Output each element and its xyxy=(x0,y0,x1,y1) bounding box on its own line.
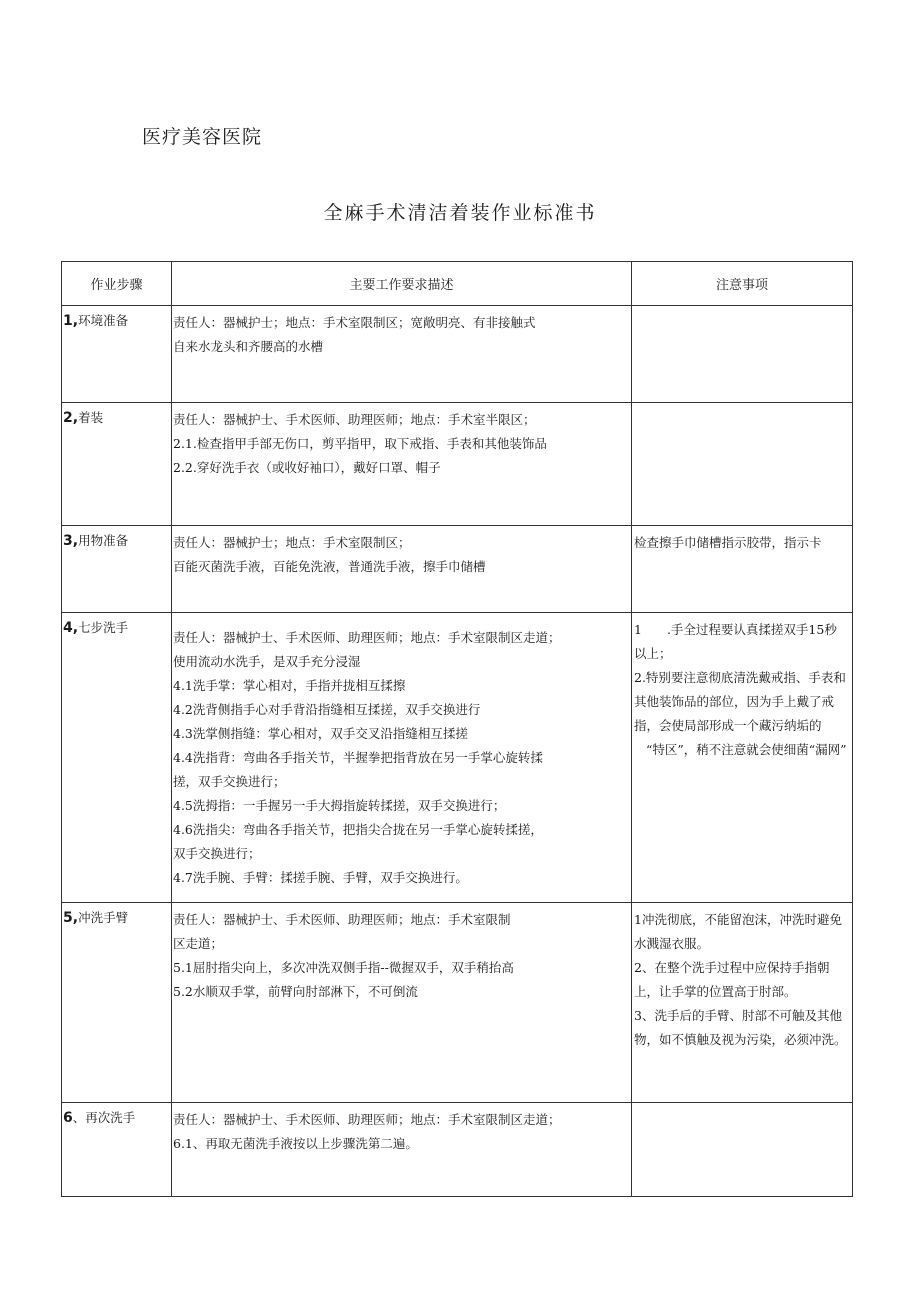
hospital-name: 医疗美容医院 xyxy=(142,126,263,148)
description-cell xyxy=(172,306,632,403)
notes-cell xyxy=(632,403,853,526)
table-row xyxy=(62,403,853,526)
step-number: 2, xyxy=(63,410,79,426)
note-line: 2、在整个洗手过程中应保持手指朝上，让手掌的位置高于肘部。 xyxy=(634,960,830,999)
document-title: 全麻手术清洁着装作业标准书 xyxy=(323,202,597,224)
step-cell xyxy=(62,613,172,903)
table-row xyxy=(62,1103,853,1197)
note-line: “特区”，稍不注意就会使细菌“漏网” xyxy=(646,742,847,757)
description-line: 责任人：器械护士、手术医师、助理医师；地点：手术室限制区走道； xyxy=(173,630,561,645)
description-line: 使用流动水洗手，是双手充分浸湿 xyxy=(173,654,361,669)
step-number: 4, xyxy=(63,620,79,636)
description-line: 5.2水顺双手掌，前臂向肘部淋下，不可倒流 xyxy=(173,984,418,999)
notes-cell xyxy=(632,526,853,613)
note-line: 1冲洗彻底，不能留泡沫，冲洗时避免水溅湿衣服。 xyxy=(634,912,842,951)
notes-cell xyxy=(632,613,853,903)
note-line: 3、洗手后的手臂、肘部不可触及其他物，如不慎触及视为污染，必须冲洗。 xyxy=(634,1008,847,1047)
column-header-notes: 注意事项 xyxy=(632,262,853,306)
description-line: 责任人：器械护士；地点：手术室限制区； xyxy=(173,535,411,550)
note-line: 2.特别要注意彻底清洗戴戒指、手表和其他装饰品的部位，因为手上戴了戒指，会使局部形成一个藏污纳垢的 xyxy=(634,670,846,733)
description-line: 责任人：器械护士；地点：手术室限制区；宽敞明亮、有非接触式 xyxy=(173,315,536,330)
step-number: 1, xyxy=(63,313,79,329)
step-name: 环境准备 xyxy=(78,313,129,328)
step-cell xyxy=(62,1103,172,1197)
description-line: 区走道； xyxy=(173,936,224,951)
description-line: 4.6洗指尖：弯曲各手指关节，把指尖合拢在另一手掌心旋转揉搓， xyxy=(173,822,543,837)
description-line: 4.1洗手掌：掌心相对，手指并拢相互揉擦 xyxy=(173,678,406,693)
description-line: 4.7洗手腕、手臂：揉搓手腕、手臂，双手交换进行。 xyxy=(173,870,468,885)
step-cell xyxy=(62,903,172,1103)
description-line: 搓，双手交换进行； xyxy=(173,774,286,789)
table-row xyxy=(62,526,853,613)
step-name: 、再次洗手 xyxy=(72,1110,136,1125)
notes-cell xyxy=(632,306,853,403)
table-row xyxy=(62,903,853,1103)
step-number: 5, xyxy=(63,910,79,926)
description-line: 百能灭菌洗手液，百能免洗液，普通洗手液，擦手巾储槽 xyxy=(173,559,486,574)
step-name: 着装 xyxy=(78,410,104,425)
step-name: 用物准备 xyxy=(78,533,129,548)
description-line: 4.4洗指背：弯曲各手指关节，半握拳把指背放在另一手掌心旋转揉 xyxy=(173,750,543,765)
step-name: 冲洗手臂 xyxy=(78,910,129,925)
step-number: 6 xyxy=(63,1110,73,1126)
step-number: 3, xyxy=(63,533,79,549)
table-row xyxy=(62,613,853,903)
description-line: 4.2洗背侧指手心对手背沿指缝相互揉搓，双手交换进行 xyxy=(173,702,481,717)
note-line: 1 .手全过程要认真揉搓双手15秒以上； xyxy=(634,622,837,661)
description-cell xyxy=(172,403,632,526)
description-cell xyxy=(172,903,632,1103)
description-line: 6.1、再取无菌洗手液按以上步骤洗第二遍。 xyxy=(173,1136,418,1151)
description-line: 自来水龙头和齐腰高的水槽 xyxy=(173,339,324,354)
description-line: 4.5洗拇指：一手握另一手大拇指旋转揉搓，双手交换进行； xyxy=(173,798,506,813)
description-line: 责任人：器械护士、手术医师、助理医师；地点：手术室限制区走道； xyxy=(173,1112,561,1127)
description-line: 责任人：器械护士、手术医师、助理医师；地点：手术室半限区； xyxy=(173,412,536,427)
description-line: 2.2.穿好洗手衣（或收好袖口），戴好口罩、帽子 xyxy=(173,460,441,475)
step-cell xyxy=(62,403,172,526)
description-line: 2.1.检查指甲手部无伤口，剪平指甲，取下戒指、手表和其他装饰品 xyxy=(173,436,547,451)
description-line: 责任人：器械护士、手术医师、助理医师；地点：手术室限制 xyxy=(173,912,511,927)
table-header-row xyxy=(62,262,853,306)
notes-cell xyxy=(632,1103,853,1197)
note-line: 检查擦手巾储槽指示胶带，指示卡 xyxy=(634,535,822,550)
step-cell xyxy=(62,306,172,403)
column-header-step: 作业步骤 xyxy=(62,262,172,306)
description-cell xyxy=(172,526,632,613)
step-cell xyxy=(62,526,172,613)
description-cell xyxy=(172,1103,632,1197)
description-line: 5.1屈肘指尖向上，多次冲洗双侧手指--微握双手，双手稍抬高 xyxy=(173,960,514,975)
step-name: 七步洗手 xyxy=(78,620,129,635)
description-cell xyxy=(172,613,632,903)
table-row xyxy=(62,306,853,403)
description-line: 双手交换进行； xyxy=(173,846,261,861)
description-line: 4.3洗掌侧指缝：掌心相对，双手交叉沿指缝相互揉搓 xyxy=(173,726,468,741)
procedure-table xyxy=(61,261,853,1197)
notes-cell xyxy=(632,903,853,1103)
column-header-description: 主要工作要求描述 xyxy=(172,262,632,306)
